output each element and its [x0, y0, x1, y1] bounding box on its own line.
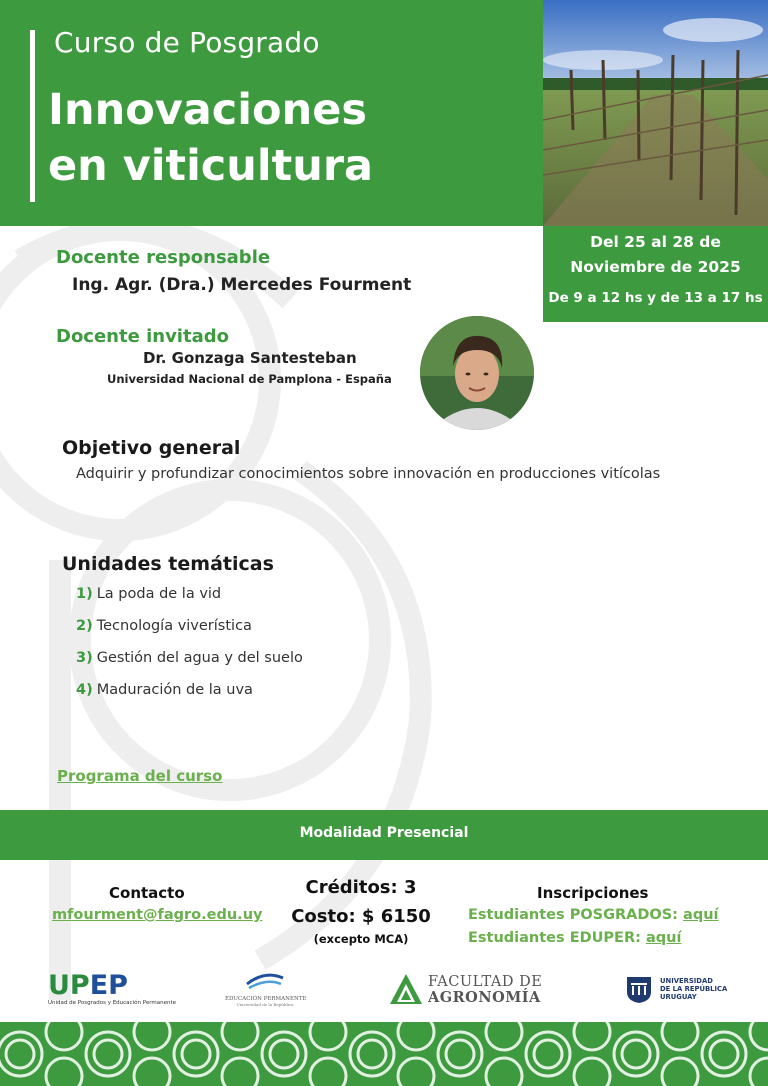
- cost-value: Costo: $ 6150: [291, 906, 431, 927]
- list-item: [76, 650, 303, 682]
- fagro-logo-line1: FACULTAD DE: [428, 974, 543, 990]
- unit-label: La poda de la vid: [96, 586, 222, 602]
- footer-pattern: [0, 1022, 768, 1086]
- list-item: [76, 586, 303, 618]
- contact-email-link[interactable]: mfourment@fagro.edu.uy: [52, 907, 263, 923]
- list-item: [76, 682, 303, 714]
- header-banner: [0, 0, 543, 226]
- dates-line2: Noviembre de 2025: [570, 258, 741, 276]
- edu-logo-text: EDUCACIÓN PERMANENTE: [225, 996, 307, 1002]
- registration-eduper-link[interactable]: aquí: [645, 930, 682, 946]
- udelar-logo-line1: UNIVERSIDAD: [660, 977, 713, 985]
- guest-heading: Docente invitado: [56, 326, 229, 347]
- program-link[interactable]: Programa del curso: [57, 767, 223, 785]
- udelar-logo-line3: URUGUAY: [660, 993, 697, 1001]
- course-type: Curso de Posgrado: [54, 26, 320, 59]
- registration-heading: Inscripciones: [537, 884, 649, 902]
- guest-name: Dr. Gonzaga Santesteban: [143, 349, 357, 367]
- unit-label: Tecnología viverística: [96, 618, 252, 634]
- udelar-logo-text: [660, 977, 727, 1001]
- udelar-logo: [624, 974, 744, 1006]
- course-hours: De 9 a 12 hs y de 13 a 17 hs: [548, 290, 763, 306]
- registration-eduper-label: Estudiantes EDUPER:: [468, 930, 641, 946]
- contact-heading: Contacto: [109, 884, 185, 902]
- units-list: [76, 586, 303, 714]
- upep-logo: [48, 970, 177, 1012]
- list-item: [76, 618, 303, 650]
- course-title-line2: en viticultura: [48, 141, 374, 191]
- udelar-logo-line2: DE LA REPÚBLICA: [660, 985, 728, 993]
- udelar-shield-icon: [624, 974, 654, 1004]
- responsible-name: Ing. Agr. (Dra.) Mercedes Fourment: [72, 275, 412, 295]
- unit-label: Gestión del agua y del suelo: [96, 650, 303, 666]
- unit-label: Maduración de la uva: [96, 682, 253, 698]
- vineyard-photo: [543, 0, 768, 226]
- course-title: [48, 82, 528, 194]
- course-dates: [543, 230, 768, 280]
- units-heading: Unidades temáticas: [62, 553, 274, 575]
- responsible-heading: Docente responsable: [56, 247, 271, 268]
- edu-logo-subtitle: Universidad de la República: [236, 1002, 294, 1007]
- fagro-triangle-icon: [388, 972, 424, 1006]
- upep-logo-subtitle: Unidad de Posgrados y Educación Permanente: [48, 1000, 177, 1006]
- registration-posgrados: [468, 907, 719, 923]
- education-permanente-logo: [225, 970, 305, 1012]
- guest-avatar: [420, 316, 534, 430]
- dates-line1: Del 25 al 28 de: [590, 233, 721, 251]
- modality-banner: Modalidad Presencial: [0, 810, 768, 860]
- fagro-logo-text: [428, 974, 542, 1006]
- objective-text: Adquirir y profundizar conocimientos sobre innovación en producciones vitícolas: [76, 466, 661, 482]
- fagro-logo: [388, 972, 548, 1008]
- unit-number: 1): [76, 586, 93, 602]
- registration-posgrados-label: Estudiantes POSGRADOS:: [468, 907, 678, 923]
- fagro-logo-line2: AGRONOMÍA: [428, 989, 541, 1006]
- course-title-line1: Innovaciones: [48, 85, 367, 135]
- unit-number: 4): [76, 682, 93, 698]
- header-accent-bar: [30, 30, 35, 202]
- credits-block: [250, 873, 472, 947]
- registration-posgrados-link[interactable]: aquí: [683, 907, 719, 923]
- objective-heading: Objetivo general: [62, 437, 241, 459]
- credits-value: Créditos: 3: [305, 877, 417, 898]
- registration-eduper: [468, 930, 681, 946]
- cost-note: (excepto MCA): [313, 932, 409, 946]
- unit-number: 2): [76, 618, 93, 634]
- upep-logo-word: UPEP: [48, 970, 128, 1001]
- guest-affiliation: Universidad Nacional de Pamplona - España: [107, 372, 392, 386]
- schedule-box: [543, 226, 768, 322]
- unit-number: 3): [76, 650, 93, 666]
- edu-swoosh-icon: [243, 970, 287, 992]
